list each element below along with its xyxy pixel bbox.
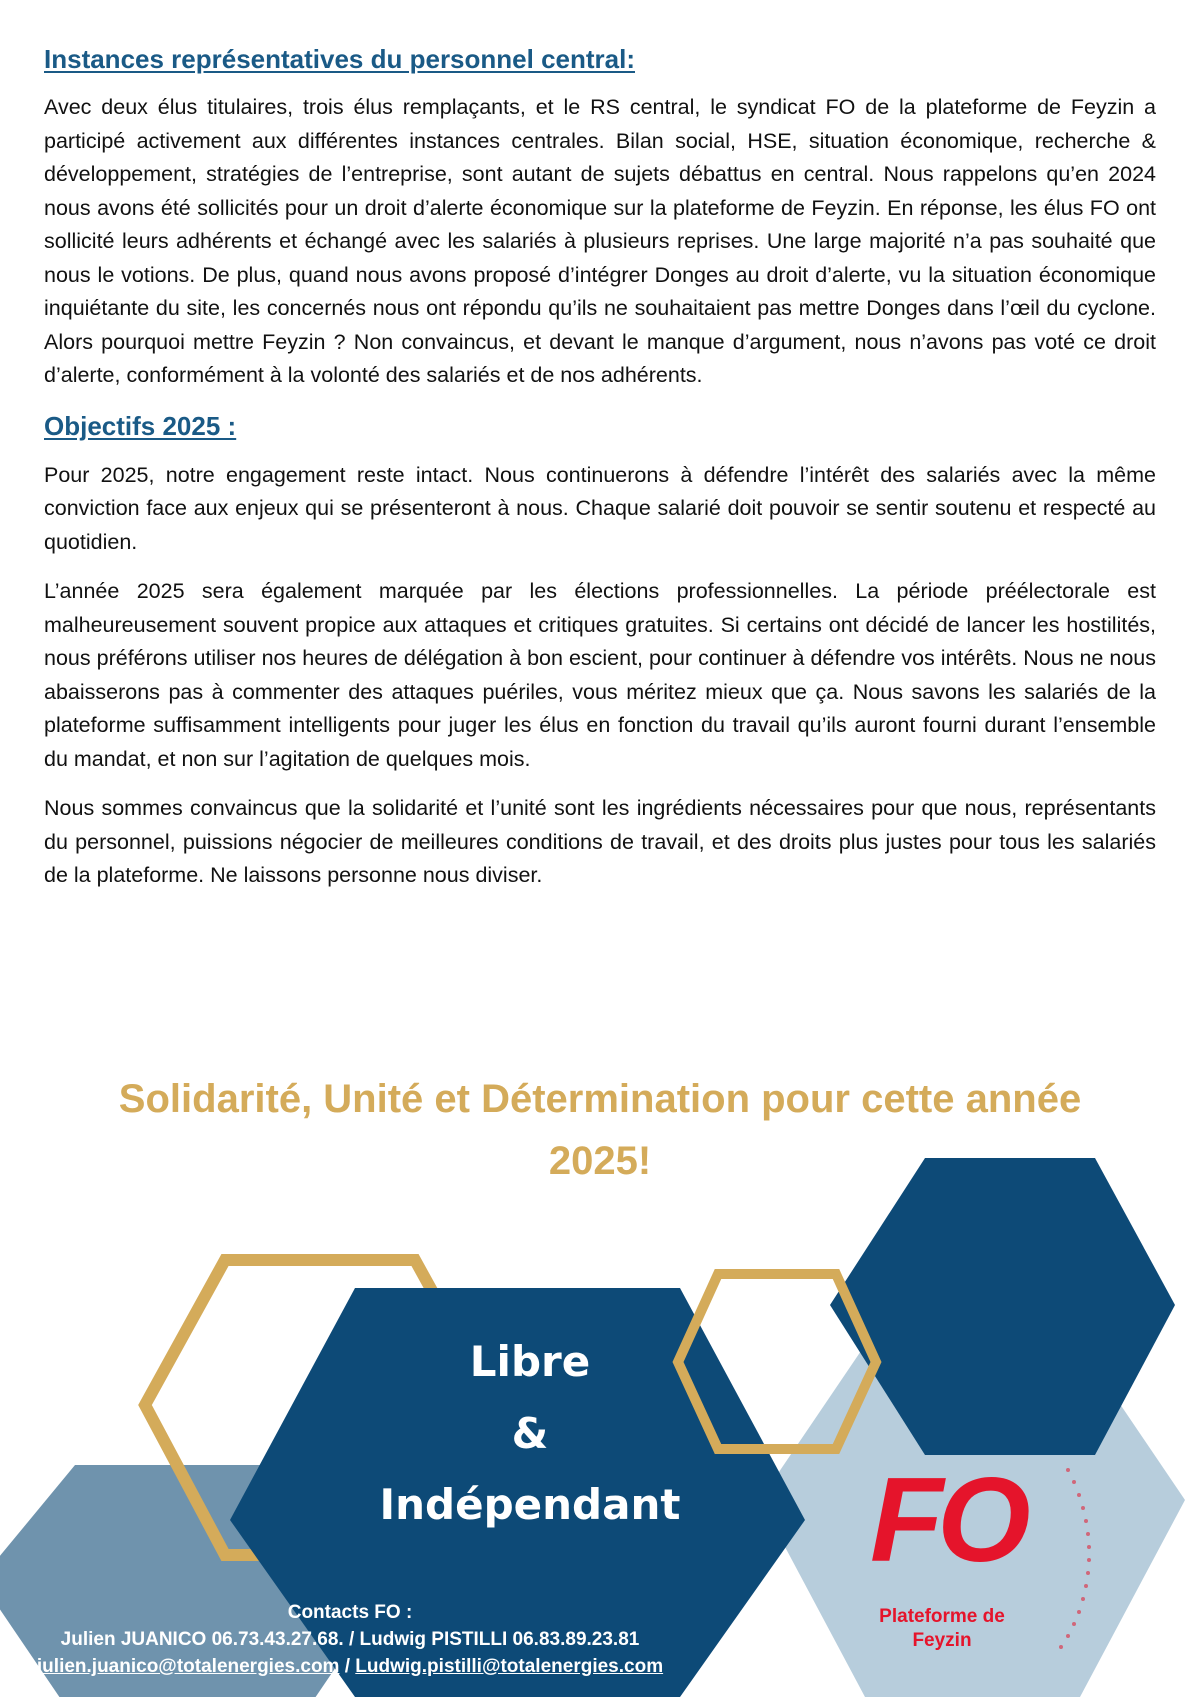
paragraph-objectifs-1: Pour 2025, notre engagement reste intact. Nous continuerons à défendre l’intérêt des salariés avec la même conviction face aux enjeux qui se présenteront à nous. Chaque salarié doit pouvoir se sentir soutenu et respecté au quotidien. <box>44 462 1156 554</box>
motto-line-ampersand: & <box>511 1409 549 1458</box>
fo-logo-subtitle-line-1: Plateforme de <box>879 1606 1005 1627</box>
paragraph-objectifs-3: Nous sommes convaincus que la solidarité et l’unité sont les ingrédients nécessaires pour que nous, représentants du personnel, puissions négocier de meilleures conditions de travail, et des droits plus justes pour tous les salariés de la plateforme. Ne laissons personne nous diviser. <box>44 796 1156 887</box>
fo-logo-subtitle <box>852 1605 1032 1653</box>
slogan-line-2: 2025! <box>548 1139 652 1183</box>
fo-logo-mark: FO <box>870 1453 1025 1587</box>
motto-line-independant: Indépendant <box>379 1480 681 1529</box>
fo-logo-subtitle-line-2: Feyzin <box>912 1630 972 1651</box>
email-link-ludwig[interactable]: Ludwig.pistilli@totalenergies.com <box>355 1656 664 1677</box>
motto-line-libre: Libre <box>469 1337 591 1386</box>
email-separator: / <box>339 1656 356 1677</box>
section-title-instances: Instances représentatives du personnel central: <box>44 44 635 74</box>
contacts-emails <box>0 1654 700 1680</box>
email-link-julien[interactable]: julien.juanico@totalenergies.com <box>36 1656 340 1677</box>
paragraph-objectifs-2: L’année 2025 sera également marquée par les élections professionnelles. La période préélectorale est malheureusement souvent propice aux attaques et critiques gratuites. Si certains ont décidé de lancer les hostilités, nous préférons utiliser nos heures de délégation à bon escient, pour continuer à défendre vos intérêts. Nous ne nous abaisserons pas à commenter des attaques puériles, vous méritez mieux que ça. Nous savons les salariés de la plateforme suffisamment intelligents pour juger les élus en fonction du travail qu’ils auront fourni durant l’ensemble du mandat, et non sur l’agitation de quelques mois. <box>44 579 1156 771</box>
slogan-line-1: Solidarité, Unité et Détermination pour cette année <box>118 1077 1082 1121</box>
fo-logo <box>852 1450 1052 1650</box>
contacts-phones: Julien JUANICO 06.73.43.27.68. / Ludwig PISTILLI 06.83.89.23.81 <box>60 1629 640 1650</box>
paragraph-instances: Avec deux élus titulaires, trois élus remplaçants, et le RS central, le syndicat FO de la plateforme de Feyzin a participé activement aux différentes instances centrales. Bilan social, HSE, situation économique, recherche & développement, stratégies de l’entreprise, sont autant de sujets débattus en central. Nous rappelons qu’en 2024 nous avons été sollicités pour un droit d’alerte économique sur la plateforme de Feyzin. En réponse, les élus FO ont sollicité leurs adhérents et échangé avec les salariés à plusieurs reprises. Une large majorité n’a pas souhaité que nous le votions. De plus, quand nous avons proposé d’intégrer Donges au droit d’alerte, vu la situation économique inquiétante du site, les concernés nous ont répondu qu’ils ne souhaitaient pas mettre Donges dans l’œil du cyclone. Alors pourquoi mettre Feyzin ? Non convaincus, et devant le manque d’argument, nous n’avons pas voté ce droit d’alerte, conformément à la volonté des salariés et de nos adhérents. <box>44 95 1156 387</box>
contacts-title: Contacts FO : <box>287 1602 413 1623</box>
section-title-objectifs: Objectifs 2025 : <box>44 410 237 441</box>
